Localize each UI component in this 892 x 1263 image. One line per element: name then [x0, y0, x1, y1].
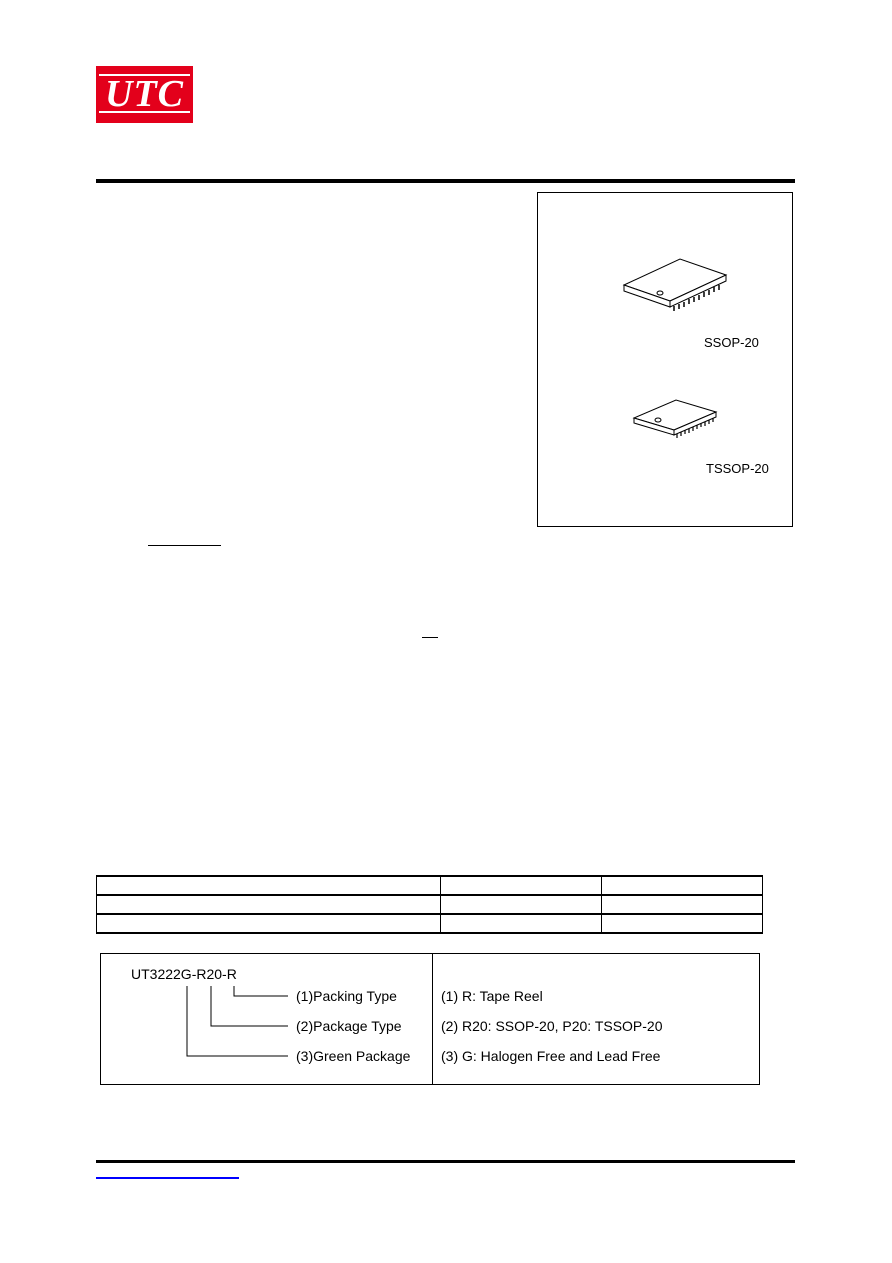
table-column-divider-1	[440, 875, 441, 934]
table-column-divider-2	[601, 875, 602, 934]
logo-text: UTC	[105, 72, 184, 115]
table-edge-left	[96, 875, 97, 934]
table-edge-right	[762, 875, 763, 934]
table-rule-top	[96, 875, 763, 877]
utc-logo	[96, 66, 193, 123]
table-rule-bottom	[96, 932, 763, 934]
green-package-label: (3)Green Package	[296, 1048, 411, 1064]
package-type-meaning: (2) R20: SSOP-20, P20: TSSOP-20	[441, 1018, 663, 1034]
decoding-divider	[432, 954, 433, 1084]
packing-type-label: (1)Packing Type	[296, 988, 397, 1004]
table-rule-row	[96, 913, 763, 915]
package-type-label: (2)Package Type	[296, 1018, 402, 1034]
ordering-table	[96, 875, 763, 934]
tssop-20-package-icon	[630, 396, 720, 442]
ssop-20-package-icon	[620, 255, 730, 315]
package-box	[537, 192, 793, 527]
footer-rule	[96, 1160, 795, 1163]
tssop-20-label: TSSOP-20	[706, 461, 769, 476]
part-number-decoding-box	[100, 953, 760, 1085]
part-number: UT3222G-R20-R	[131, 966, 237, 982]
green-package-meaning: (3) G: Halogen Free and Lead Free	[441, 1048, 661, 1064]
header-rule	[96, 179, 795, 183]
footer-link-underline[interactable]	[96, 1177, 239, 1179]
packing-type-meaning: (1) R: Tape Reel	[441, 988, 543, 1004]
table-rule-header	[96, 894, 763, 896]
text-underline-mark	[148, 545, 221, 546]
logo-frame	[99, 74, 190, 113]
ssop-20-label: SSOP-20	[704, 335, 759, 350]
text-overbar-mark	[422, 637, 438, 638]
